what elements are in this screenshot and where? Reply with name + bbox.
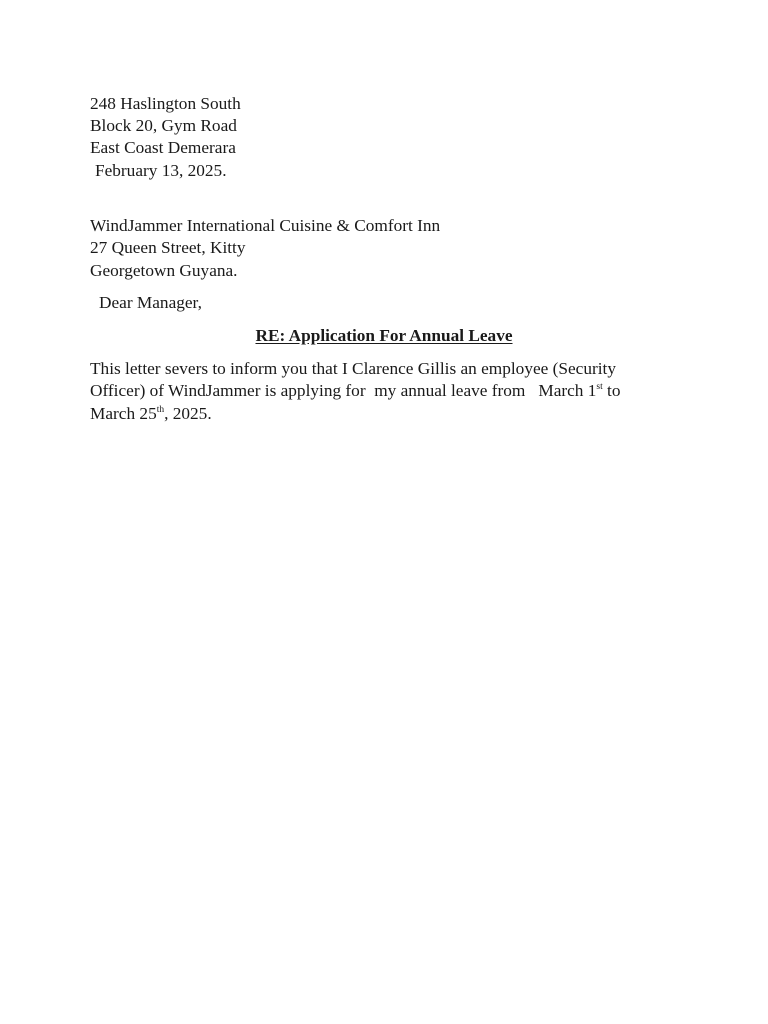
body-line-3 bbox=[90, 403, 212, 426]
ordinal-suffix-st: st bbox=[596, 382, 603, 393]
body-line-3-end: , 2025. bbox=[164, 404, 212, 423]
subject-line bbox=[0, 325, 768, 348]
letter-date: February 13, 2025. bbox=[95, 161, 227, 180]
body-line-1: This letter severs to inform you that I Clarence Gillis an employee (Security bbox=[90, 359, 616, 378]
recipient-address-line-1: WindJammer International Cuisine & Comfort Inn bbox=[90, 216, 441, 235]
subject-text: RE: Application For Annual Leave bbox=[255, 326, 513, 345]
body-line-2-end: to bbox=[602, 381, 621, 400]
salutation: Dear Manager, bbox=[99, 293, 202, 312]
sender-address-line-1: 248 Haslington South bbox=[90, 94, 241, 113]
sender-address-line-3: East Coast Demerara bbox=[90, 138, 236, 157]
body-line-2 bbox=[90, 380, 621, 403]
sender-address-line-2: Block 20, Gym Road bbox=[90, 116, 237, 135]
ordinal-suffix-th: th bbox=[156, 405, 165, 416]
recipient-address-line-2: 27 Queen Street, Kitty bbox=[90, 238, 246, 257]
body-line-2-text: Officer) of WindJammer is applying for my annual leave from March 1 bbox=[90, 381, 597, 400]
body-line-3-text: March 25 bbox=[90, 404, 157, 423]
recipient-address-line-3: Georgetown Guyana. bbox=[90, 261, 238, 280]
